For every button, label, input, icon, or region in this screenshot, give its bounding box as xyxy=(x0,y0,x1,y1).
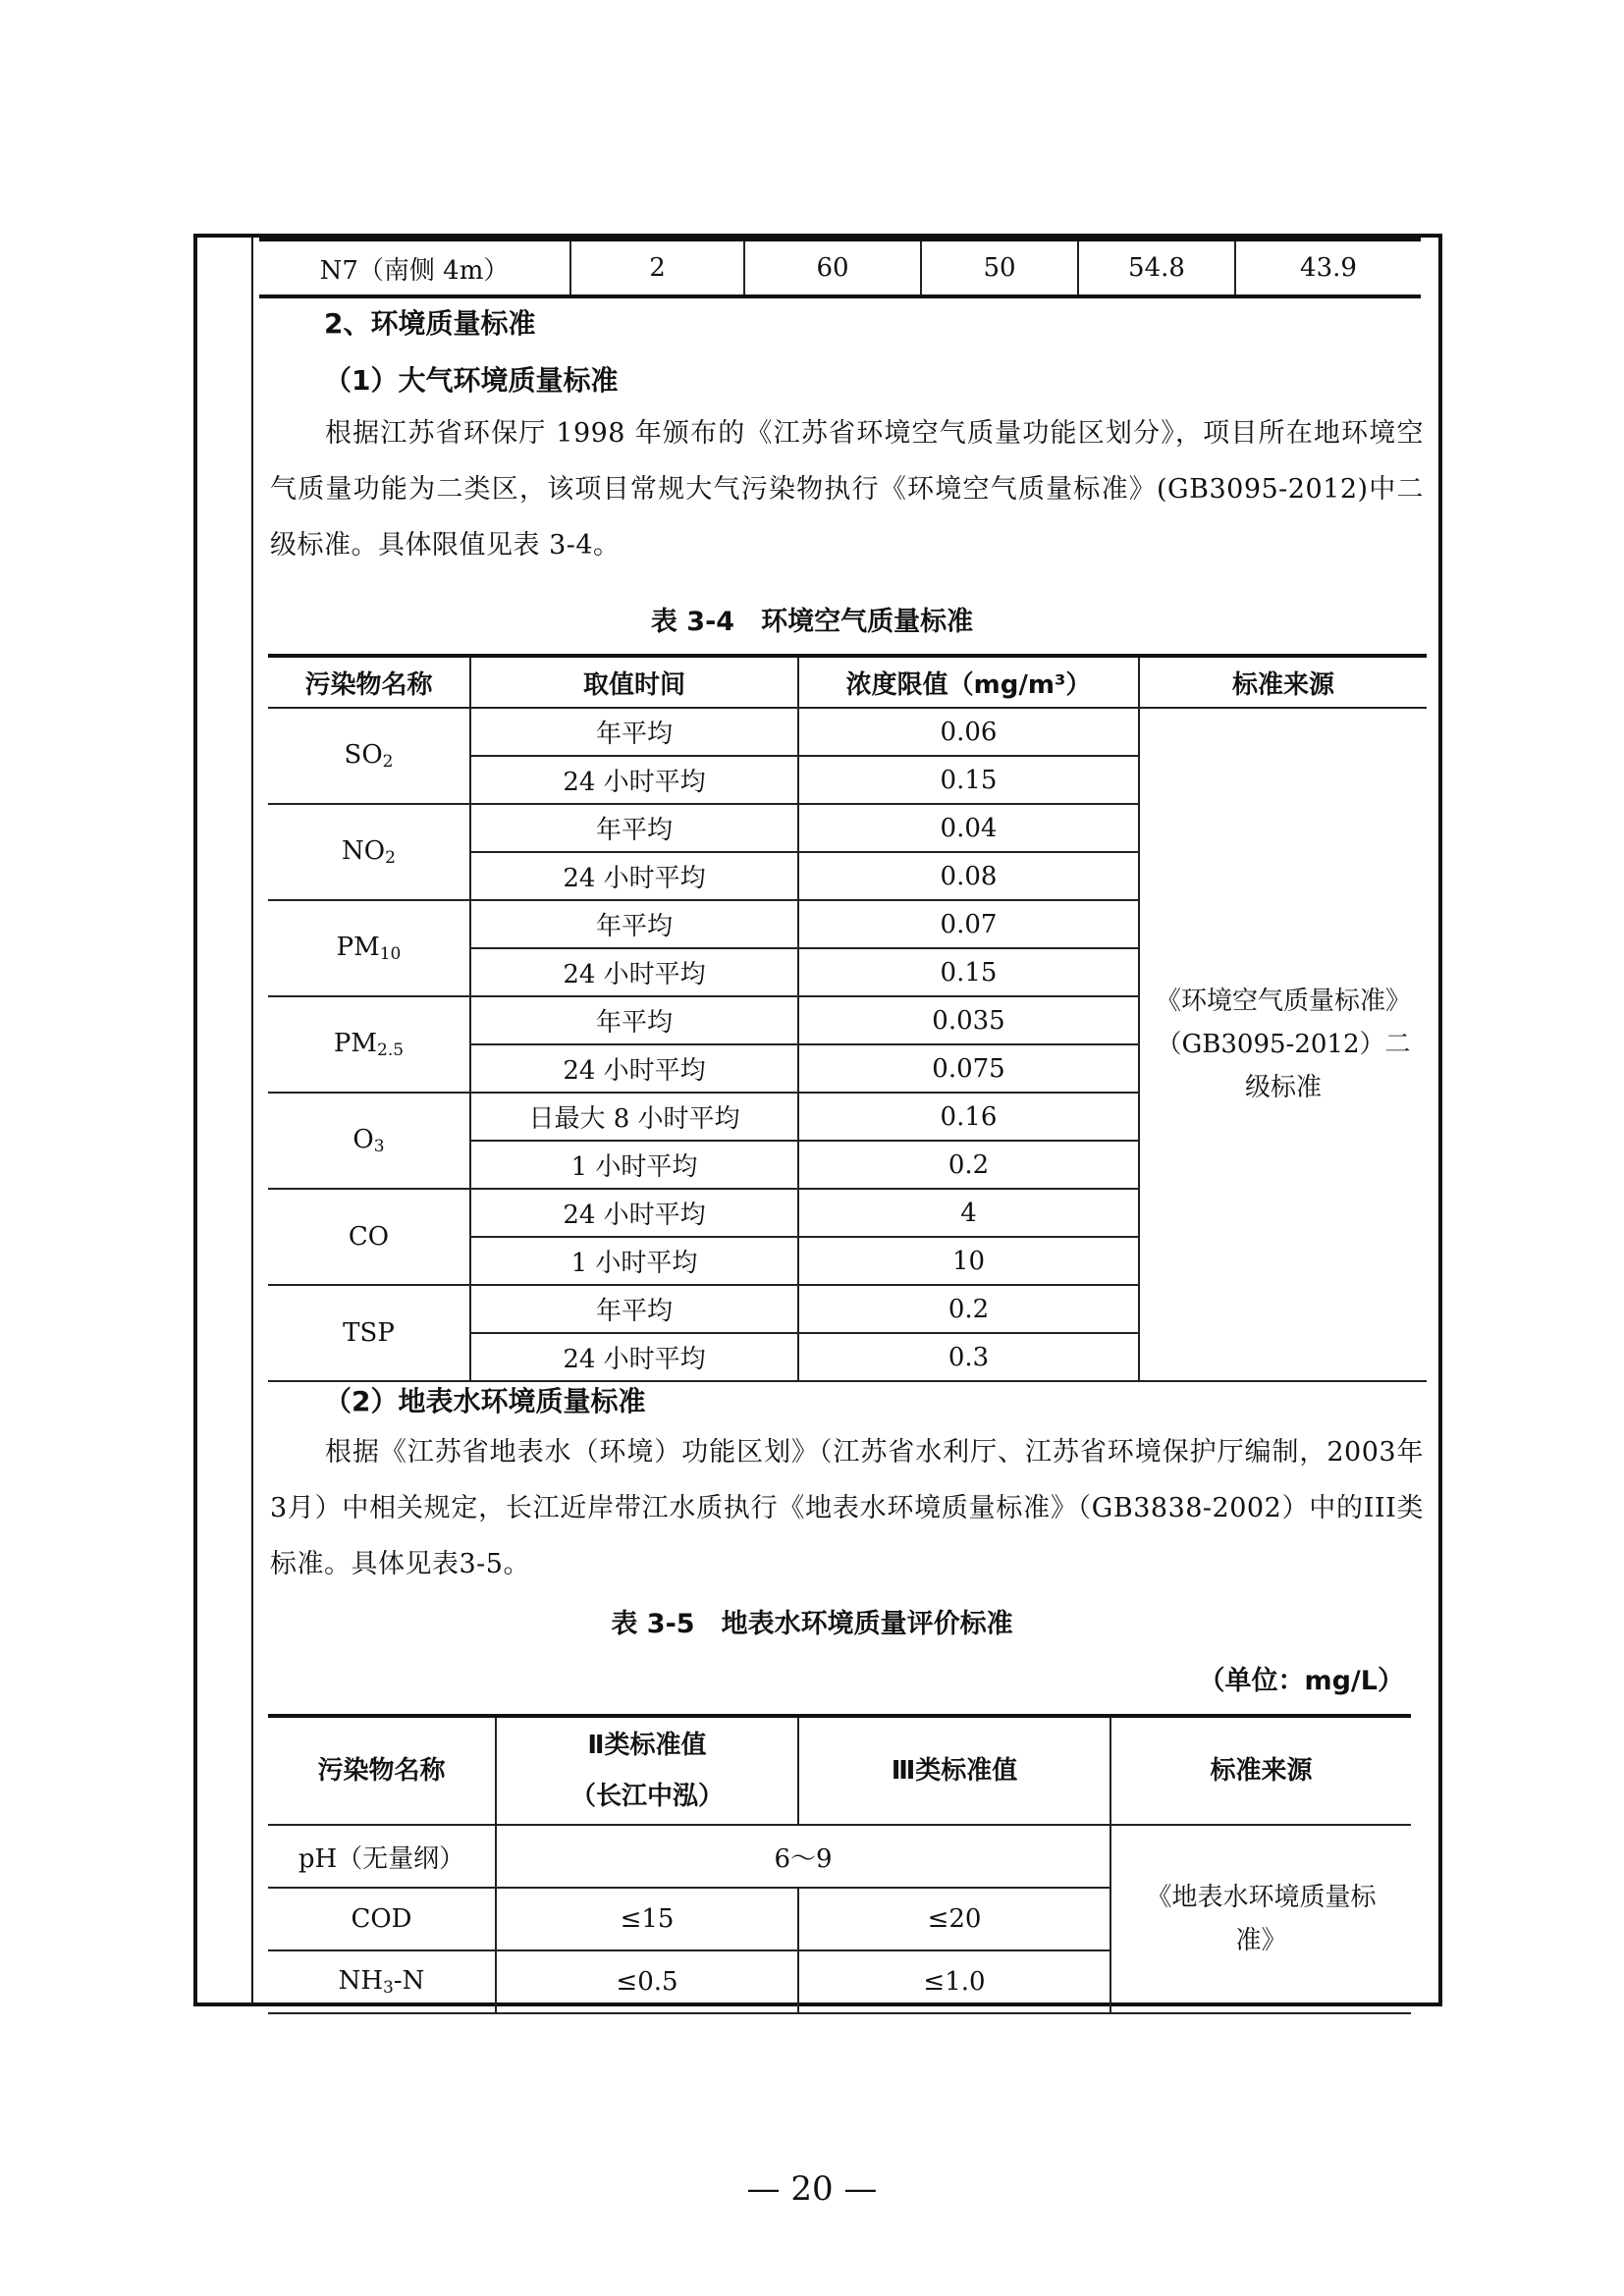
pollutant-name: $SO_2$ xyxy=(268,708,470,804)
column-header: 标准来源 xyxy=(1110,1716,1411,1825)
subsection-title-water: （2）地表水环境质量标准 xyxy=(324,1385,646,1417)
standard-value: ≤1.0 xyxy=(798,1950,1110,2013)
concentration-limit: 0.075 xyxy=(798,1044,1139,1093)
table-3-5-unit: （单位：mg/L） xyxy=(1198,1666,1404,1696)
table-cell: 43.9 xyxy=(1235,240,1421,296)
averaging-time: 24 小时平均 xyxy=(470,1044,798,1093)
paragraph-water: 根据《江苏省地表水（环境）功能区划》（江苏省水利厅、江苏省环境保护厅编制，2003年3月）中相关规定，长江近岸带江水质执行《地表水环境质量标准》（GB3838-2002）中的III类标准。具体见表3-5。 xyxy=(270,1437,1424,1579)
averaging-time: 1 小时平均 xyxy=(470,1141,798,1189)
pollutant-name: $NH_3-N$ xyxy=(268,1950,496,2013)
concentration-limit: 0.07 xyxy=(798,900,1139,948)
table-3-4 xyxy=(268,654,1427,1382)
standard-value: 6～9 xyxy=(496,1825,1110,1888)
section-title: 2、环境质量标准 xyxy=(324,307,536,340)
averaging-time: 24 小时平均 xyxy=(470,948,798,996)
column-header: 污染物名称 xyxy=(268,656,470,708)
table-cell: N7（南侧 4m） xyxy=(319,255,510,286)
column-header: 污染物名称 xyxy=(268,1716,496,1825)
table-row xyxy=(259,240,1421,296)
concentration-limit: 0.3 xyxy=(798,1333,1139,1381)
column-header xyxy=(496,1716,798,1825)
table-cell: 60 xyxy=(744,240,921,296)
pollutant-name: TSP xyxy=(268,1285,470,1381)
averaging-time: 24 小时平均 xyxy=(470,1189,798,1237)
averaging-time: 年平均 xyxy=(470,996,798,1044)
averaging-time: 年平均 xyxy=(470,804,798,852)
concentration-limit: 0.16 xyxy=(798,1093,1139,1141)
concentration-limit: 0.15 xyxy=(798,756,1139,804)
averaging-time: 1 小时平均 xyxy=(470,1237,798,1285)
concentration-limit: 0.04 xyxy=(798,804,1139,852)
averaging-time: 年平均 xyxy=(470,900,798,948)
column-header: 浓度限值（mg/m³） xyxy=(798,656,1139,708)
averaging-time: 日最大 8 小时平均 xyxy=(470,1093,798,1141)
table-cell: 54.8 xyxy=(1078,240,1235,296)
page-number: — 20 — xyxy=(746,2169,878,2209)
averaging-time: 年平均 xyxy=(470,708,798,756)
column-header-line: （长江中泓） xyxy=(569,1782,724,1811)
averaging-time: 24 小时平均 xyxy=(470,756,798,804)
standard-source: 《地表水环境质量标准》 xyxy=(1110,1825,1411,2013)
column-header: 标准来源 xyxy=(1139,656,1427,708)
pollutant-name: $PM_{10}$ xyxy=(268,900,470,996)
pollutant-name: $O_3$ xyxy=(268,1093,470,1189)
concentration-limit: 0.035 xyxy=(798,996,1139,1044)
standard-value: ≤15 xyxy=(496,1888,798,1950)
averaging-time: 年平均 xyxy=(470,1285,798,1333)
table-3-5-caption: 表 3-5 地表水环境质量评价标准 xyxy=(611,1609,1013,1639)
table-header-row xyxy=(268,1716,1411,1825)
pollutant-name: $PM_{2.5}$ xyxy=(268,996,470,1093)
table-row xyxy=(268,708,1427,756)
concentration-limit: 4 xyxy=(798,1189,1139,1237)
concentration-limit: 0.2 xyxy=(798,1285,1139,1333)
concentration-limit: 0.06 xyxy=(798,708,1139,756)
averaging-time: 24 小时平均 xyxy=(470,852,798,900)
table-header-row xyxy=(268,656,1427,708)
column-header: Ⅲ类标准值 xyxy=(798,1716,1110,1825)
pollutant-name: pH（无量纲） xyxy=(268,1825,496,1888)
column-header: 取值时间 xyxy=(470,656,798,708)
standard-value: ≤20 xyxy=(798,1888,1110,1950)
averaging-time: 24 小时平均 xyxy=(470,1333,798,1381)
table-row xyxy=(268,1825,1411,1888)
frame-left-divider xyxy=(251,238,253,2002)
pollutant-name: $NO_2$ xyxy=(268,804,470,900)
pollutant-name: CO xyxy=(268,1189,470,1285)
concentration-limit: 10 xyxy=(798,1237,1139,1285)
concentration-limit: 0.15 xyxy=(798,948,1139,996)
table-cell: 2 xyxy=(570,240,744,296)
column-header-line: Ⅱ类标准值 xyxy=(587,1731,707,1760)
standard-source: 《环境空气质量标准》（GB3095-2012）二级标准 xyxy=(1139,708,1427,1381)
subsection-title-air: （1）大气环境质量标准 xyxy=(324,364,619,397)
concentration-limit: 0.2 xyxy=(798,1141,1139,1189)
noise-table-last-row xyxy=(259,238,1421,298)
paragraph-air: 根据江苏省环保厅 1998 年颁布的《江苏省环境空气质量功能区划分》，项目所在地环境空气质量功能为二类区，该项目常规大气污染物执行《环境空气质量标准》(GB3095-2012)中二级标准。具体限值见表 3-4。 xyxy=(270,418,1424,561)
table-3-4-caption: 表 3-4 环境空气质量标准 xyxy=(650,607,974,637)
table-body xyxy=(268,708,1427,1381)
standard-value: ≤0.5 xyxy=(496,1950,798,2013)
table-3-5 xyxy=(268,1714,1411,2014)
pollutant-name: COD xyxy=(268,1888,496,1950)
table-cell: 50 xyxy=(921,240,1078,296)
concentration-limit: 0.08 xyxy=(798,852,1139,900)
